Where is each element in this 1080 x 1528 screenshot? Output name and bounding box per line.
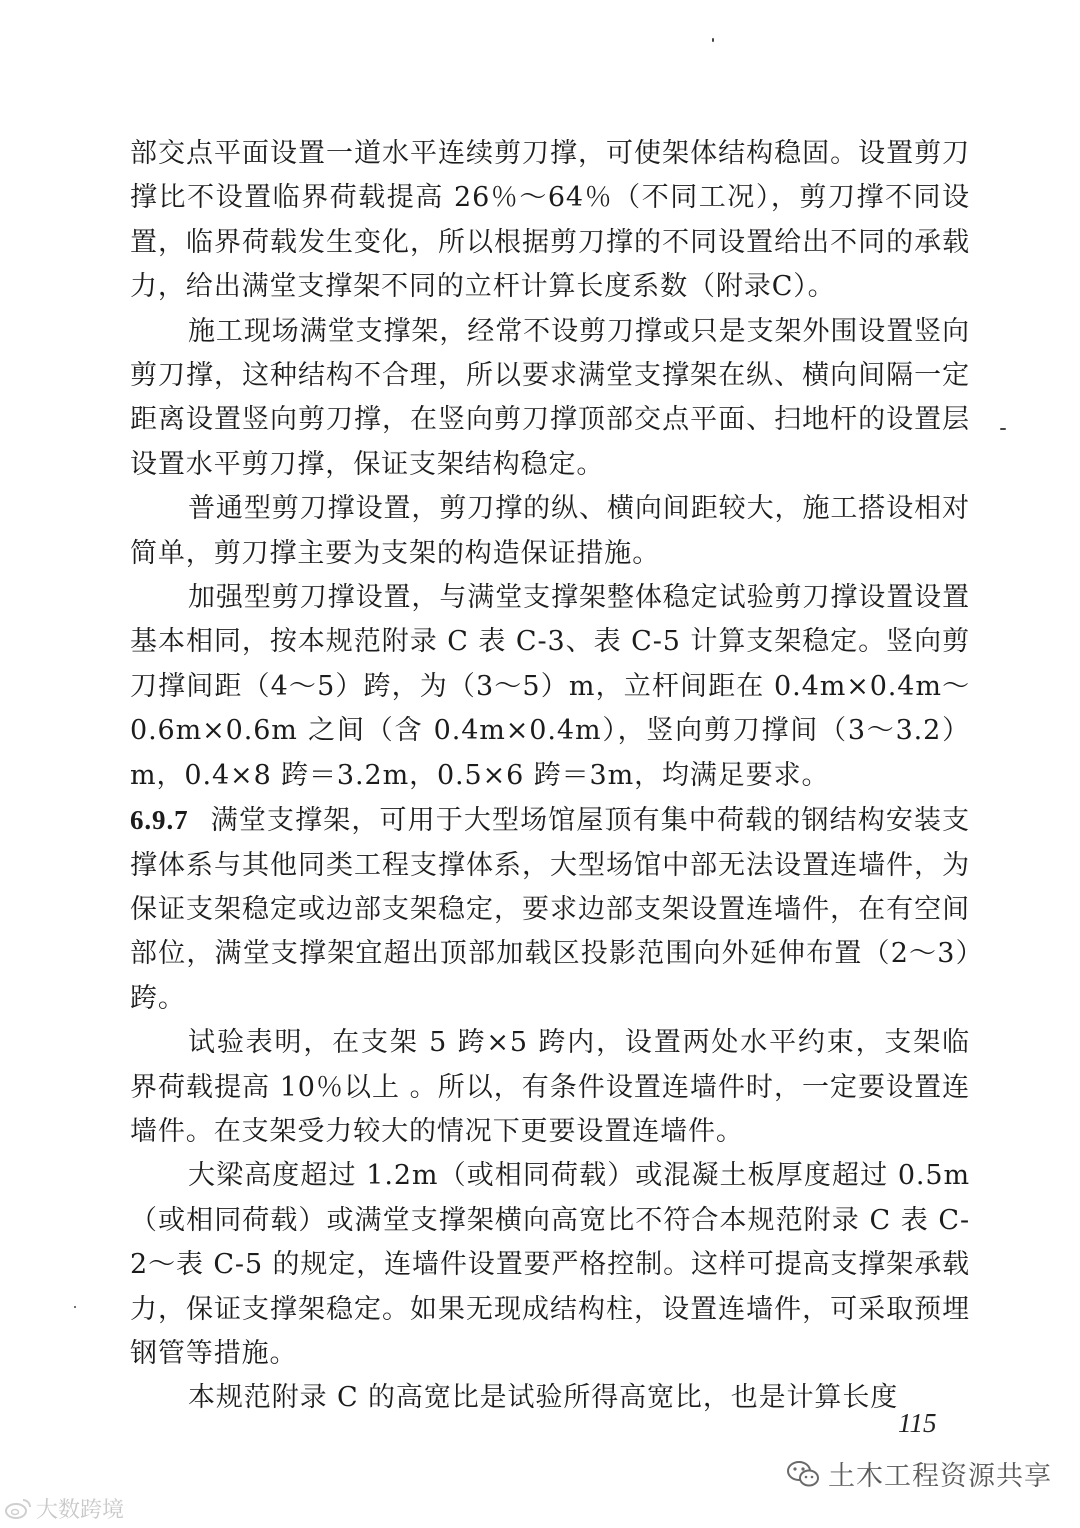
paragraph-3: 普通型剪刀撑设置，剪刀撑的纵、横向间距较大，施工搭设相对简单，剪刀撑主要为支架的构造保证措施。 [130,493,970,569]
scan-speck [1000,428,1006,430]
scan-speck [74,1306,76,1308]
watermark-weibo-text: 大数跨境 [36,1498,125,1523]
weibo-icon [4,1497,32,1521]
watermark-wechat-text: 土木工程资源共享 [828,1461,1052,1492]
paragraph-1: 部交点平面设置一道水平连续剪刀撑，可使架体结构稳固。设置剪刀撑比不设置临界荷载提高 26％～64％（不同工况），剪刀撑不同设置，临界荷载发生变化，所以根据剪刀撑的不同设置给出不同的承载力，给出满堂支撑架不同的立杆计算长度系数（附录C）。 [130,138,970,303]
paragraph-4: 加强型剪刀撑设置，与满堂支撑架整体稳定试验剪刀撑设置设置基本相同，按本规范附录 C 表 C-3、表 C-5 计算支架稳定。竖向剪刀撑间距（4～5）跨，为（3～5）m，立杆间距在 0.4m×0.4m～0.6m×0.6m 之间（含 0.4m×0.4m），竖向剪刀撑间（3～3.2）m，0.4×8 跨＝3.2m，0.5×6 跨＝3m，均满足要求。 [130,582,970,791]
page-number: 115 [898,1408,937,1438]
paragraph-8: 本规范附录 C 的高宽比是试验所得高宽比，也是计算长度 [188,1382,899,1414]
paragraph-5-text: 满堂支撑架，可用于大型场馆屋顶有集中荷载的钢结构安装支撑体系与其他同类工程支撑体系，大型场馆中部无法设置连墙件，为保证支架稳定或边部支架稳定，要求边部支架设置连墙件，在有空间部位，满堂支撑架宜超出顶部加载区投影范围向外延伸布置（2～3）跨。 [130,805,970,1014]
section-number: 6.9.7 [130,805,189,836]
paragraph-5 [130,798,970,1021]
paragraph-2: 施工现场满堂支撑架，经常不设剪刀撑或只是支架外围设置竖向剪刀撑，这种结构不合理，所以要求满堂支撑架在纵、横向间隔一定距离设置竖向剪刀撑，在竖向剪刀撑顶部交点平面、扫地杆的设置层设置水平剪刀撑，保证支架结构稳定。 [130,315,970,480]
watermark-wechat [786,1454,1052,1493]
watermark-weibo [4,1493,124,1524]
paragraph-7: 大梁高度超过 1.2m（或相同荷载）或混凝土板厚度超过 0.5m（或相同荷载）或满堂支撑架横向高宽比不符合本规范附录 C 表 C-2～表 C-5 的规定，连墙件设置要严格控制。这样可提高支撑架承载力，保证支撑架稳定。如果无现成结构柱，设置连墙件，可采取预埋钢管等措施。 [130,1160,971,1369]
paragraph-6: 试验表明，在支架 5 跨×5 跨内，设置两处水平约束，支架临界荷载提高 10％以上 。所以，有条件设置连墙件时，一定要设置连墙件。在支架受力较大的情况下更要设置连墙件。 [130,1027,970,1147]
scan-speck [712,38,714,42]
wechat-icon [786,1460,820,1488]
page-body [130,132,970,1421]
